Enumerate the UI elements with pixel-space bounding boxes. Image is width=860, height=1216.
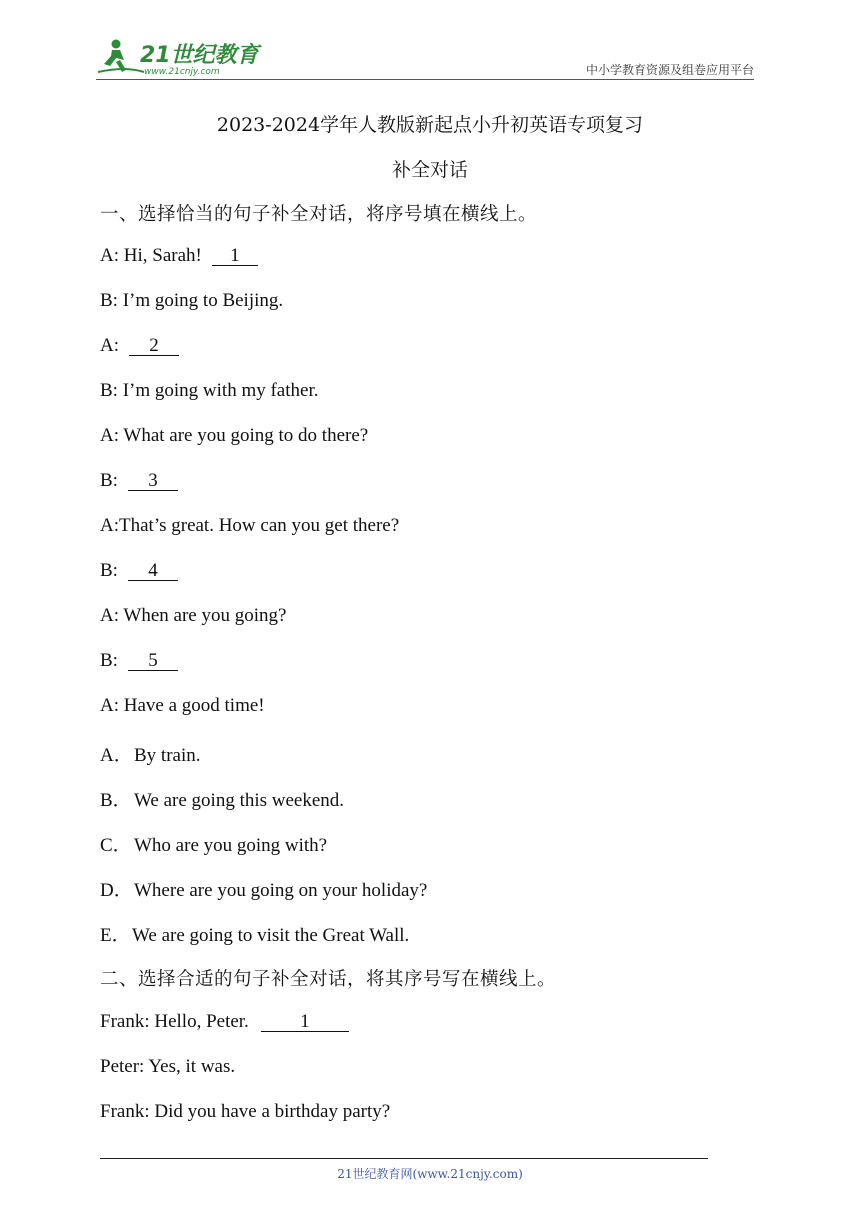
dialogue-line: B: 5 [100, 650, 178, 672]
option-item: B． We are going this weekend. [100, 790, 345, 811]
header-platform-text: 中小学教育资源及组卷应用平台 [585, 63, 754, 77]
dialogue-line: Frank: Hello, Peter. 1 [100, 1011, 349, 1033]
option-item: A．By train. [100, 745, 201, 766]
dialogue-line: A: When are you going? [100, 605, 287, 626]
page-title: 2023-2024学年人教版新起点小升初英语专项复习 [216, 114, 644, 136]
section2-heading: 二、选择合适的句子补全对话，将其序号写在横线上。 [100, 969, 557, 990]
dialogue-line: B: 3 [100, 470, 178, 492]
answer-blank[interactable]: 1 [261, 1012, 349, 1032]
footer-link[interactable]: 21世纪教育网(www.21cnjy.com) [337, 1167, 523, 1181]
dialogue-line: Frank: Did you have a birthday party? [100, 1101, 391, 1122]
svg-text:21世纪教育: 21世纪教育 [140, 43, 259, 68]
header-divider [96, 79, 754, 80]
page-subtitle: 补全对话 [391, 159, 468, 181]
dialogue-line: A: What are you going to do there? [100, 425, 369, 446]
option-item: D．Where are you going on your holiday? [100, 880, 428, 901]
section1-heading: 一、选择恰当的句子补全对话，将序号填在横线上。 [100, 204, 538, 225]
dialogue-line: B: 4 [100, 560, 178, 582]
dialogue-line: A: Hi, Sarah! 1 [100, 245, 258, 267]
option-item: C． Who are you going with? [100, 835, 328, 856]
dialogue-line: Peter: Yes, it was. [100, 1056, 236, 1077]
footer-divider [100, 1158, 708, 1159]
dialogue-line: B: I’m going with my father. [100, 380, 319, 401]
dialogue-line: B: I’m going to Beijing. [100, 290, 284, 311]
dialogue-line: A: Have a good time! [100, 695, 265, 716]
answer-blank[interactable]: 3 [128, 471, 178, 491]
dialogue-line: A:That’s great. How can you get there? [100, 515, 400, 536]
answer-blank[interactable]: 1 [212, 246, 258, 266]
answer-blank[interactable]: 5 [128, 651, 178, 671]
answer-blank[interactable]: 4 [128, 561, 178, 581]
site-logo [96, 36, 266, 80]
dialogue-line: A: 2 [100, 335, 179, 357]
option-item: E．We are going to visit the Great Wall. [100, 925, 410, 946]
svg-text:www.21cnjy.com: www.21cnjy.com [144, 67, 220, 77]
runner-icon [98, 40, 144, 73]
answer-blank[interactable]: 2 [129, 336, 179, 356]
